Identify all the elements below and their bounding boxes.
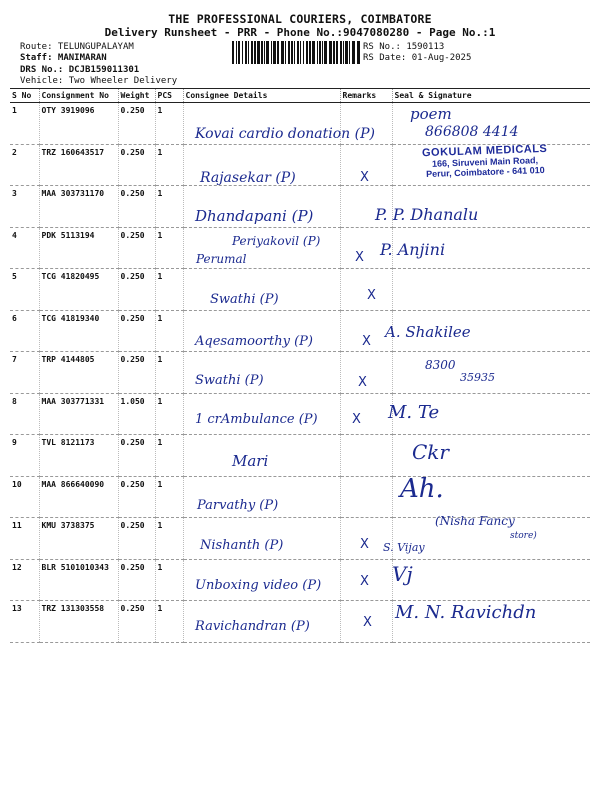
row11-consignee-name: Nishanth (P) (200, 538, 284, 553)
row9-signature: Ckr (412, 440, 449, 464)
cell-pcs: 1 (155, 227, 183, 269)
cell-sno: 5 (10, 269, 39, 311)
row3-consignee-name: Dhandapani (P) (195, 207, 314, 225)
col-consignment: Consignment No (39, 89, 118, 103)
route-label: Route: TELUNGUPALAYAM (20, 42, 134, 52)
cell-sno: 10 (10, 476, 39, 518)
barcode-bar (236, 41, 237, 64)
runsheet-subtitle: Delivery Runsheet - PRR - Phone No.:9047080280 - Page No.:1 (104, 26, 496, 39)
cell-consignment: TRZ 160643517 (39, 144, 118, 186)
drs-number: DRS No.: DCJB159011301 (20, 65, 140, 75)
row12-signature: Vj (392, 562, 413, 586)
cell-weight: 0.250 (118, 476, 155, 518)
barcode-bar (309, 41, 311, 64)
cell-weight: 1.050 (118, 393, 155, 435)
row2-consignee-name: Rajasekar (P) (200, 170, 296, 186)
cell-weight: 0.250 (118, 518, 155, 560)
row9-consignee-name: Mari (232, 452, 269, 470)
row12-cross-mark: X (360, 574, 369, 589)
cell-weight: 0.250 (118, 269, 155, 311)
row6-consignee-name: Aqesamoorthy (P) (195, 334, 313, 349)
cell-signature (392, 559, 590, 601)
barcode-bar (345, 41, 348, 64)
barcode-bar (232, 41, 234, 64)
cell-pcs: 1 (155, 103, 183, 145)
cell-consignment: MAA 303731170 (39, 186, 118, 228)
row4-signature: P. Anjini (380, 240, 446, 259)
barcode-bar (306, 41, 308, 64)
row4-consignee-name: Periyakovil (P) (232, 234, 321, 248)
col-sno: S No (10, 89, 39, 103)
barcode-bar (317, 41, 318, 64)
barcode-bar (291, 41, 293, 64)
cell-consignment: BLR 5101010343 (39, 559, 118, 601)
table-row (10, 476, 590, 518)
cell-pcs: 1 (155, 601, 183, 643)
col-consignee: Consignee Details (183, 89, 340, 103)
row13-cross-mark: X (363, 615, 372, 630)
cell-consignment: OTY 3919096 (39, 103, 118, 145)
barcode-bar (357, 41, 360, 64)
barcode-bar (297, 41, 299, 64)
cell-sno: 9 (10, 435, 39, 477)
cell-remarks (340, 269, 392, 311)
vehicle-label: Vehicle: Two Wheeler Delivery (20, 76, 178, 86)
row7-consignee-name: Swathi (P) (195, 373, 264, 388)
row6-cross-mark: X (362, 334, 371, 349)
cell-sno: 2 (10, 144, 39, 186)
barcode-bar (294, 41, 295, 64)
row4-consignee-name2: Perumal (196, 252, 247, 266)
row4-cross-mark: X (355, 250, 364, 265)
col-signature: Seal & Signature (392, 89, 590, 103)
cell-signature (392, 269, 590, 311)
cell-sno: 1 (10, 103, 39, 145)
col-weight: Weight (118, 89, 155, 103)
row1-consignee-name: Kovai cardio donation (P) (195, 126, 375, 142)
cell-weight: 0.250 (118, 601, 155, 643)
cell-remarks (340, 393, 392, 435)
cell-weight: 0.250 (118, 144, 155, 186)
cell-remarks (340, 476, 392, 518)
barcode-bar (257, 41, 260, 64)
cell-pcs: 1 (155, 186, 183, 228)
cell-sno: 7 (10, 352, 39, 394)
barcode-bar (266, 41, 269, 64)
cell-sno: 3 (10, 186, 39, 228)
barcode-bar (281, 41, 284, 64)
cell-sno: 11 (10, 518, 39, 560)
cell-consignment: TVL 8121173 (39, 435, 118, 477)
cell-consignment: TCG 41820495 (39, 269, 118, 311)
cell-remarks (340, 435, 392, 477)
barcode-bar (300, 41, 301, 64)
row7-signature-b: 35935 (460, 371, 495, 384)
cell-sno: 4 (10, 227, 39, 269)
row7-signature-a: 8300 (425, 358, 456, 372)
barcode-bar (352, 41, 355, 64)
cell-weight: 0.250 (118, 559, 155, 601)
barcode-bar (343, 41, 344, 64)
cell-pcs: 1 (155, 518, 183, 560)
row12-consignee-name: Unboxing video (P) (195, 578, 322, 593)
cell-sno: 12 (10, 559, 39, 601)
company-name: THE PROFESSIONAL COURIERS, COIMBATORE (168, 12, 432, 26)
cell-sno: 6 (10, 310, 39, 352)
barcode-bar (336, 41, 338, 64)
cell-weight: 0.250 (118, 310, 155, 352)
row8-signature: M. Te (388, 402, 440, 423)
row11-note2: store) (510, 531, 537, 541)
cell-sno: 13 (10, 601, 39, 643)
cell-consignment: KMU 3738375 (39, 518, 118, 560)
barcode-bar (273, 41, 276, 64)
stamp-line2: 166, Siruveni Main Road, (431, 155, 539, 169)
barcode-bar (288, 41, 290, 64)
cell-pcs: 1 (155, 559, 183, 601)
cell-pcs: 1 (155, 269, 183, 311)
row11-cross-mark: X (360, 537, 369, 552)
barcode-bar (303, 41, 304, 64)
row10-signature: Ah. (400, 474, 444, 504)
col-pcs: PCS (155, 89, 183, 103)
row2-cross-mark: X (360, 170, 369, 185)
cell-weight: 0.250 (118, 352, 155, 394)
cell-sno: 8 (10, 393, 39, 435)
barcode-bar (261, 41, 263, 64)
row5-consignee-name: Swathi (P) (210, 292, 279, 307)
col-remarks: Remarks (340, 89, 392, 103)
cell-weight: 0.250 (118, 103, 155, 145)
staff-label: Staff: MANIMARAN (20, 53, 107, 63)
table-row (10, 435, 590, 477)
row11-signature: S. Vijay (383, 541, 425, 554)
barcode-bar (245, 41, 247, 64)
stamp-line1: GOKULAM MEDICALS (421, 142, 548, 160)
table-row (10, 269, 590, 311)
barcode-bar (312, 41, 315, 64)
row3-signature: P. P. Dhanalu (375, 205, 479, 224)
cell-consignment: MAA 303771331 (39, 393, 118, 435)
cell-weight: 0.250 (118, 186, 155, 228)
barcode-bar (238, 41, 240, 64)
cell-consignment: TRZ 131303558 (39, 601, 118, 643)
barcode-bar (322, 41, 323, 64)
cell-pcs: 1 (155, 144, 183, 186)
cell-weight: 0.250 (118, 435, 155, 477)
row5-cross-mark: X (367, 288, 376, 303)
rs-date: RS Date: 01-Aug-2025 (363, 53, 472, 63)
cell-pcs: 1 (155, 393, 183, 435)
cell-consignment: TRP 4144805 (39, 352, 118, 394)
gokulam-medicals-stamp (404, 142, 565, 180)
barcode-bar (254, 41, 256, 64)
barcode-bar (264, 41, 265, 64)
row1-phone: 866808 4414 (425, 124, 519, 140)
row6-signature: A. Shakilee (385, 323, 471, 341)
barcode-bar (251, 41, 253, 64)
row11-note: (Nisha Fancy (435, 514, 515, 528)
barcode-bar (285, 41, 286, 64)
cell-consignment: PDK 5113194 (39, 227, 118, 269)
row10-consignee-name: Parvathy (P) (197, 498, 279, 513)
row1-signature: poem (410, 105, 452, 123)
barcode-bar (277, 41, 279, 64)
barcode-bar (319, 41, 321, 64)
barcode-bar (242, 41, 243, 64)
row13-consignee-name: Ravichandran (P) (195, 619, 310, 634)
stamp-line3: Perur, Coimbatore - 641 010 (425, 164, 545, 180)
row7-cross-mark: X (358, 375, 367, 390)
barcode-bar (324, 41, 327, 64)
cell-pcs: 1 (155, 435, 183, 477)
cell-pcs: 1 (155, 476, 183, 518)
barcode-bar (271, 41, 272, 64)
barcode-image (232, 41, 360, 64)
cell-weight: 0.250 (118, 227, 155, 269)
row13-signature: M. N. Ravichdn (395, 602, 537, 623)
rs-number: RS No.: 1590113 (363, 42, 445, 52)
barcode-bar (248, 41, 249, 64)
cell-consignment: MAA 866640090 (39, 476, 118, 518)
cell-consignment: TCG 41819340 (39, 310, 118, 352)
cell-pcs: 1 (155, 352, 183, 394)
row8-consignee-name: 1 crAmbulance (P) (195, 412, 318, 427)
barcode-bar (340, 41, 342, 64)
cell-pcs: 1 (155, 310, 183, 352)
barcode-bar (333, 41, 335, 64)
barcode-bar (329, 41, 332, 64)
barcode-bar (349, 41, 350, 64)
table-header-row (10, 89, 590, 103)
row8-cross-mark: X (352, 412, 361, 427)
table-row (10, 352, 590, 394)
